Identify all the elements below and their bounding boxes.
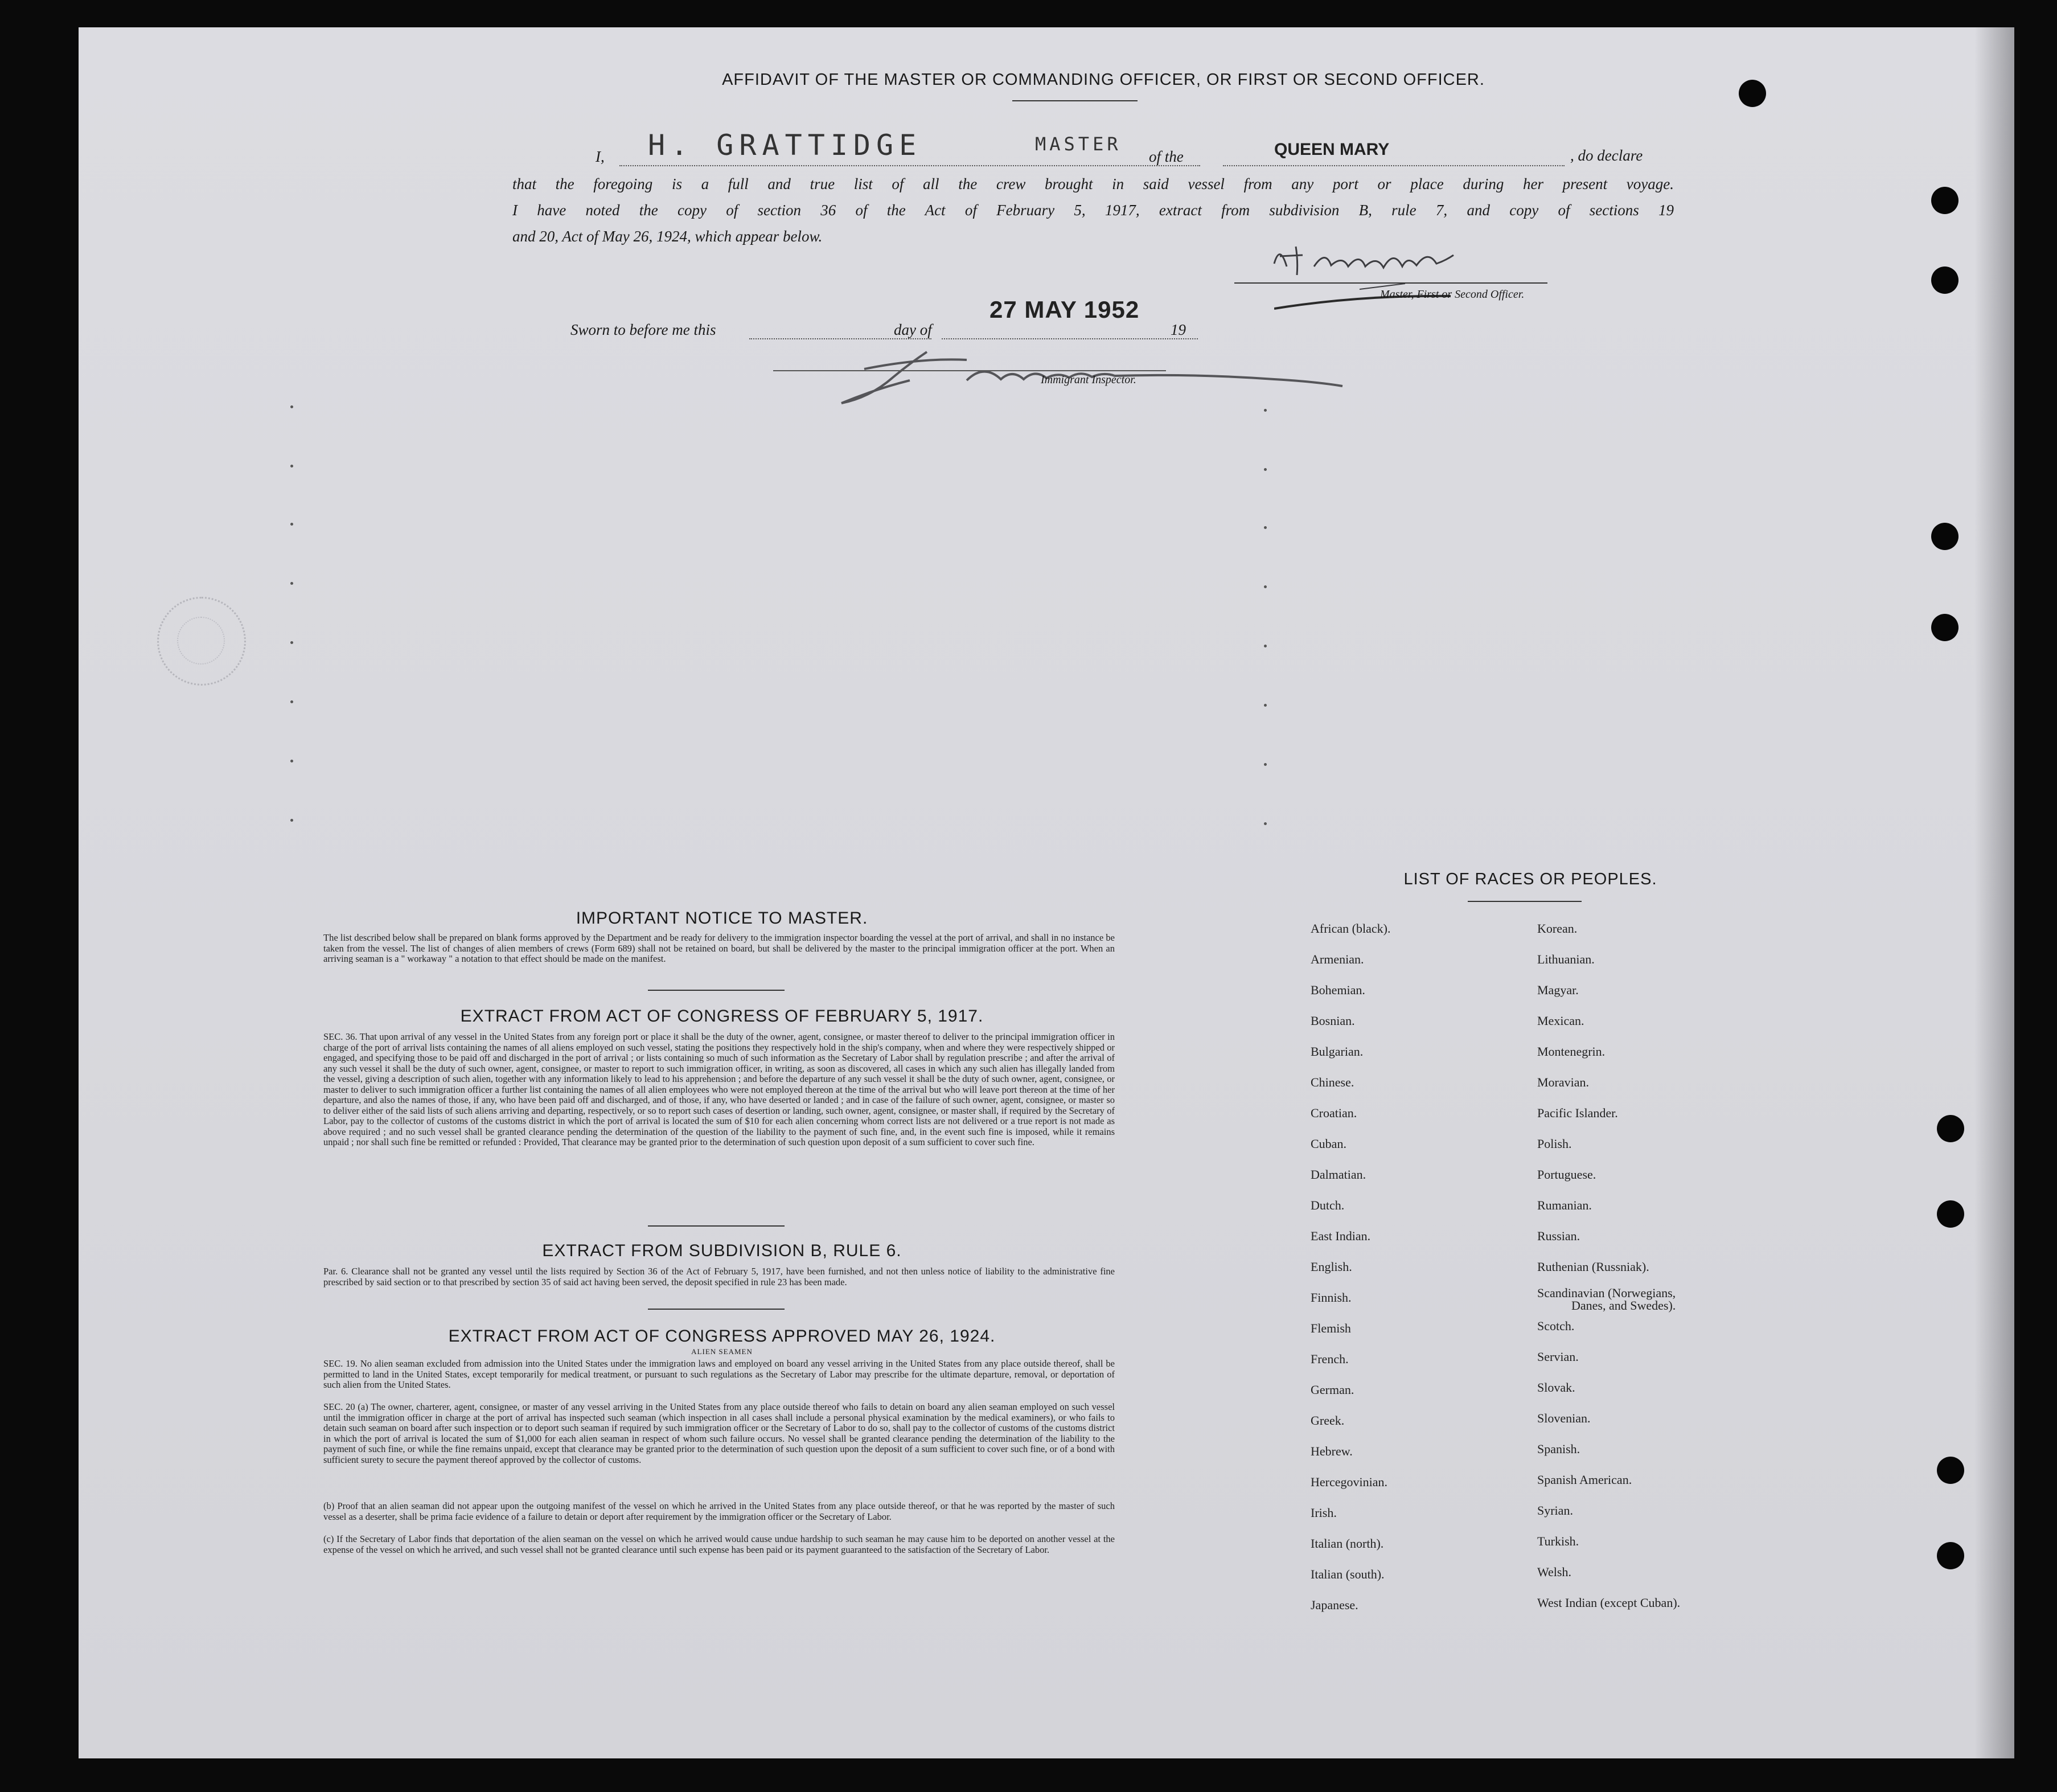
extract-1917-body: SEC. 36. That upon arrival of any vessel in the United States from any foreign port or place it shall be the duty of the owner, agent, consignee, or master thereof to deliver to the principal immigration officer in charge of the port of arrival lists containing the names of all aliens employed on such vessel, stating the positions they respectively hold in the ship's company, when and where they were respectively shipped or engaged, and specifying those to be paid off and discharged in the port of arrival ; or lists containing so much of such information as the Secretary of Labor shall by regulation prescribe ; and after the arrival of any such vessel it shall be the duty of such owner, agent, consignee, or master to report to such immigration officer, in writing, as soon as discovered, all cases in which any such alien has illegally landed from the vessel, giving a description of such alien, together with any information likely to lead to his apprehension ; and before the departure of any such vessel it shall be the duty of such owner, agent, consignee, or master to deliver to such immigration officer a further list containing the names of all alien employees who were not employed thereon at the time of the arrival but who will leave port thereon at the time of her departure, and also the names of those, if any, who have been paid off and discharged, and of those, if any, who have deserted or landed ; and in case of the failure of such owner, agent, consignee, or master so to deliver either of the said lists of such aliens arriving and departing, respectively, or so to report such cases of desertion or landing, such owner, agent, consignee, or master shall, if required by the Secretary of Labor, pay to the collector of customs of the customs district in which the port of arrival is located the sum of $10 for each alien concerning whom correct lists are not delivered or a true report is not made as above required ; and no such vessel shall be granted clearance pending the determination of the question of the liability to the payment of such fine, and, in the event such fine is imposed, while it remains unpaid ; nor shall such fine be remitted or refunded : Provided, That clearance may be granted prior to the determination of such question upon deposit of a sum sufficient to cover such fine.: [323, 1031, 1115, 1147]
race-item: Italian (south).: [1311, 1567, 1385, 1581]
binder-hole: [1937, 1542, 1964, 1569]
sworn-day-of: day of: [894, 321, 932, 338]
vessel-dotted-line: [1223, 165, 1565, 166]
subdivision-b-divider: [648, 1309, 785, 1310]
race-item: Bosnian.: [1311, 1014, 1355, 1028]
race-item: Rumanian.: [1537, 1198, 1592, 1212]
race-item: West Indian (except Cuban).: [1537, 1596, 1681, 1610]
margin-tick: [290, 405, 293, 408]
race-item: East Indian.: [1311, 1229, 1371, 1243]
inspector-caption: Immigrant Inspector.: [1041, 374, 1136, 386]
race-item: German.: [1311, 1383, 1354, 1397]
extract-1917-title: EXTRACT FROM ACT OF CONGRESS OF FEBRUARY 5, 1917.: [460, 1007, 984, 1026]
subdivision-b-title: EXTRACT FROM SUBDIVISION B, RULE 6.: [542, 1241, 902, 1260]
sworn-text: Sworn to before me this: [570, 321, 716, 338]
page-edge-shadow: [1974, 27, 2014, 1758]
binder-hole: [1937, 1115, 1964, 1142]
race-item: Dalmatian.: [1311, 1167, 1366, 1182]
margin-tick: [1264, 585, 1267, 588]
race-item: Korean.: [1537, 921, 1578, 936]
race-item: Bulgarian.: [1311, 1044, 1364, 1059]
master-rank-handwritten: MASTER: [1035, 133, 1122, 155]
subdivision-b-body: Par. 6. Clearance shall not be granted any vessel until the lists required by Section 36 of the Act of February 5, 1917, have been furnished, and not then unless notice of liability to the administrative fine prescribed by said section or to that prescribed by section 35 of said act having been served, the deposit specified in rule 23 has been made.: [323, 1266, 1115, 1287]
race-item: French.: [1311, 1352, 1349, 1366]
race-item: Scotch.: [1537, 1319, 1575, 1333]
affidavit-title: AFFIDAVIT OF THE MASTER OR COMMANDING OFFICER, OR FIRST OR SECOND OFFICER.: [722, 71, 1485, 89]
race-item: Spanish.: [1537, 1442, 1580, 1456]
affidavit-i: I,: [596, 148, 605, 165]
race-item: Polish.: [1537, 1137, 1572, 1151]
notice-body: The list described below shall be prepared on blank forms approved by the Department and be ready for delivery to the immigration inspector boarding the vessel at the port of arrival, and shall in no instance be taken from the vessel. The list of changes of alien members of crews (Form 689) shall not be retained on board, but shall be delivered by the master to the principal immigration officer at the port. When an arriving seaman is a " workaway " a notation to that effect should be made on the manifest.: [323, 932, 1115, 964]
race-item: Hercegovinian.: [1311, 1475, 1387, 1489]
race-item: Lithuanian.: [1537, 952, 1595, 966]
extract-1924-sec20a: SEC. 20 (a) The owner, charterer, agent, consignee, or master of any vessel arriving in the United States from any place outside thereof who fails to detain on board any alien seaman employed on such vessel until the immigration officer in charge at the port of arrival has inspected such seaman (which inspection in all cases shall include a personal physical examination by the medical examiners), or who fails to detain such seaman on board after such inspection or to deport such seaman if required by such immigration officer or the Secretary of Labor to do so, shall pay to the collector of customs of the customs district in which the port of arrival is located the sum of $1,000 for each alien seaman in respect of whom such failure occurs. No vessel shall be granted clearance pending the determination of the liability to the payment of such fine, or while the fine remains unpaid, except that clearance may be granted prior to the determination of such question upon the deposit of a sum sufficient to cover such fine, or of a bond with sufficient surety to secure the payment thereof approved by the collector of customs.: [323, 1401, 1115, 1465]
race-item: Turkish.: [1537, 1534, 1579, 1548]
document-page: [79, 27, 2014, 1758]
margin-tick: [1264, 763, 1267, 766]
margin-tick: [1264, 822, 1267, 825]
race-item: Croatian.: [1311, 1106, 1357, 1120]
race-item: Flemish: [1311, 1321, 1351, 1335]
extract-1924-sec20b: (b) Proof that an alien seaman did not appear upon the outgoing manifest of the vessel on which he arrived in the United States from any place outside thereof, or that he was reported by the master of such vessel as a deserter, shall be prima facie evidence of a failure to detain or deport after requirement by the immigration officer or the Secretary of Labor.: [323, 1500, 1115, 1522]
extract-1917-divider: [648, 1225, 785, 1227]
race-item: Japanese.: [1311, 1598, 1358, 1612]
race-item: Hebrew.: [1311, 1444, 1353, 1458]
race-item: Servian.: [1537, 1350, 1579, 1364]
affidavit-of-the: of the: [1149, 148, 1184, 165]
race-item: Montenegrin.: [1537, 1044, 1606, 1059]
race-item-continuation: Danes, and Swedes).: [1571, 1298, 1676, 1313]
affidavit-do-declare: , do declare: [1570, 147, 1643, 164]
binder-hole: [1931, 187, 1959, 214]
race-item: Welsh.: [1537, 1565, 1571, 1579]
margin-tick: [290, 819, 293, 822]
notice-divider: [648, 990, 785, 991]
binder-hole: [1937, 1457, 1964, 1484]
vessel-name-stamp: QUEEN MARY: [1274, 140, 1390, 159]
affidavit-line-2: that the foregoing is a full and true list of all the crew brought in said vessel from any port or place during her present voyage.: [512, 175, 1674, 192]
sworn-month-line: [942, 338, 1198, 339]
binder-hole: [1931, 266, 1959, 294]
binder-hole: [1937, 1200, 1964, 1228]
margin-tick: [290, 465, 293, 468]
race-item: Magyar.: [1537, 983, 1579, 997]
title-underline: [1012, 100, 1138, 101]
margin-tick: [1264, 704, 1267, 707]
sworn-date-stamp: 27 MAY 1952: [990, 296, 1140, 323]
race-item: Mexican.: [1537, 1014, 1584, 1028]
races-title-underline: [1468, 901, 1582, 902]
race-item: Russian.: [1537, 1229, 1580, 1243]
race-item: Armenian.: [1311, 952, 1364, 966]
races-title: LIST OF RACES OR PEOPLES.: [1403, 870, 1657, 888]
race-item: Moravian.: [1537, 1075, 1590, 1089]
master-name-handwritten: H. GRATTIDGE: [648, 129, 922, 162]
binder-hole: [1931, 523, 1959, 550]
affidavit-line-3: I have noted the copy of section 36 of the Act of February 5, 1917, extract from subdivision B, rule 7, and copy of sections 19: [512, 202, 1674, 219]
inspector-signature-line: [773, 370, 1166, 371]
race-item: Spanish American.: [1537, 1473, 1632, 1487]
race-item: Irish.: [1311, 1506, 1337, 1520]
race-item: Greek.: [1311, 1413, 1345, 1428]
race-item: Finnish.: [1311, 1290, 1352, 1305]
race-item: English.: [1311, 1260, 1352, 1274]
extract-1924-sec19: SEC. 19. No alien seaman excluded from admission into the United States under the immigration laws and employed on board any vessel arriving in the United States from any place outside thereof, shall be permitted to land in the United States, except temporarily for medical treatment, or pursuant to such regulations as the Secretary of Labor may prescribe for the ultimate departure, removal, or deportation of such alien from the United States.: [323, 1358, 1115, 1390]
notice-title: IMPORTANT NOTICE TO MASTER.: [576, 909, 868, 928]
binder-hole: [1931, 614, 1959, 641]
extract-1924-sec20c: (c) If the Secretary of Labor finds that deportation of the alien seaman on the vessel on which he arrived would cause undue hardship to such seaman he may cause him to be deported on another vessel at the expense of the vessel on which he arrived, and such vessel shall not be granted clearance until such expense has been paid or its payment guaranteed to the satisfaction of the Secretary of Labor.: [323, 1533, 1115, 1555]
race-item: African (black).: [1311, 921, 1391, 936]
master-signature-line: [1234, 282, 1547, 284]
margin-tick: [290, 523, 293, 526]
margin-tick: [290, 760, 293, 762]
margin-tick: [290, 641, 293, 644]
binder-hole: [1739, 80, 1766, 107]
race-item: Ruthenian (Russniak).: [1537, 1260, 1649, 1274]
race-item: Slovenian.: [1537, 1411, 1591, 1425]
race-item: Dutch.: [1311, 1198, 1345, 1212]
race-item: Pacific Islander.: [1537, 1106, 1618, 1120]
margin-tick: [1264, 645, 1267, 647]
race-item: Bohemian.: [1311, 983, 1365, 997]
margin-tick: [1264, 468, 1267, 471]
sworn-year-suffix: 19: [1171, 321, 1186, 338]
margin-tick: [1264, 526, 1267, 529]
extract-1924-subtitle: ALIEN SEAMEN: [691, 1347, 753, 1356]
race-item: Cuban.: [1311, 1137, 1346, 1151]
race-item: Portuguese.: [1537, 1167, 1596, 1182]
master-signature-caption: Master, First or Second Officer.: [1380, 288, 1525, 301]
margin-tick: [290, 700, 293, 703]
race-item: Chinese.: [1311, 1075, 1354, 1089]
race-item: Italian (north).: [1311, 1536, 1384, 1551]
faint-seal-mark: [157, 597, 246, 686]
name-dotted-line: [619, 165, 1200, 166]
margin-tick: [290, 582, 293, 585]
margin-tick: [1264, 409, 1267, 412]
race-item: Scandinavian (Norwegians,: [1537, 1286, 1676, 1300]
affidavit-line-4: and 20, Act of May 26, 1924, which appear below.: [512, 228, 823, 245]
extract-1924-title: EXTRACT FROM ACT OF CONGRESS APPROVED MAY 26, 1924.: [448, 1327, 996, 1346]
race-item: Syrian.: [1537, 1503, 1573, 1518]
race-item: Slovak.: [1537, 1380, 1575, 1395]
